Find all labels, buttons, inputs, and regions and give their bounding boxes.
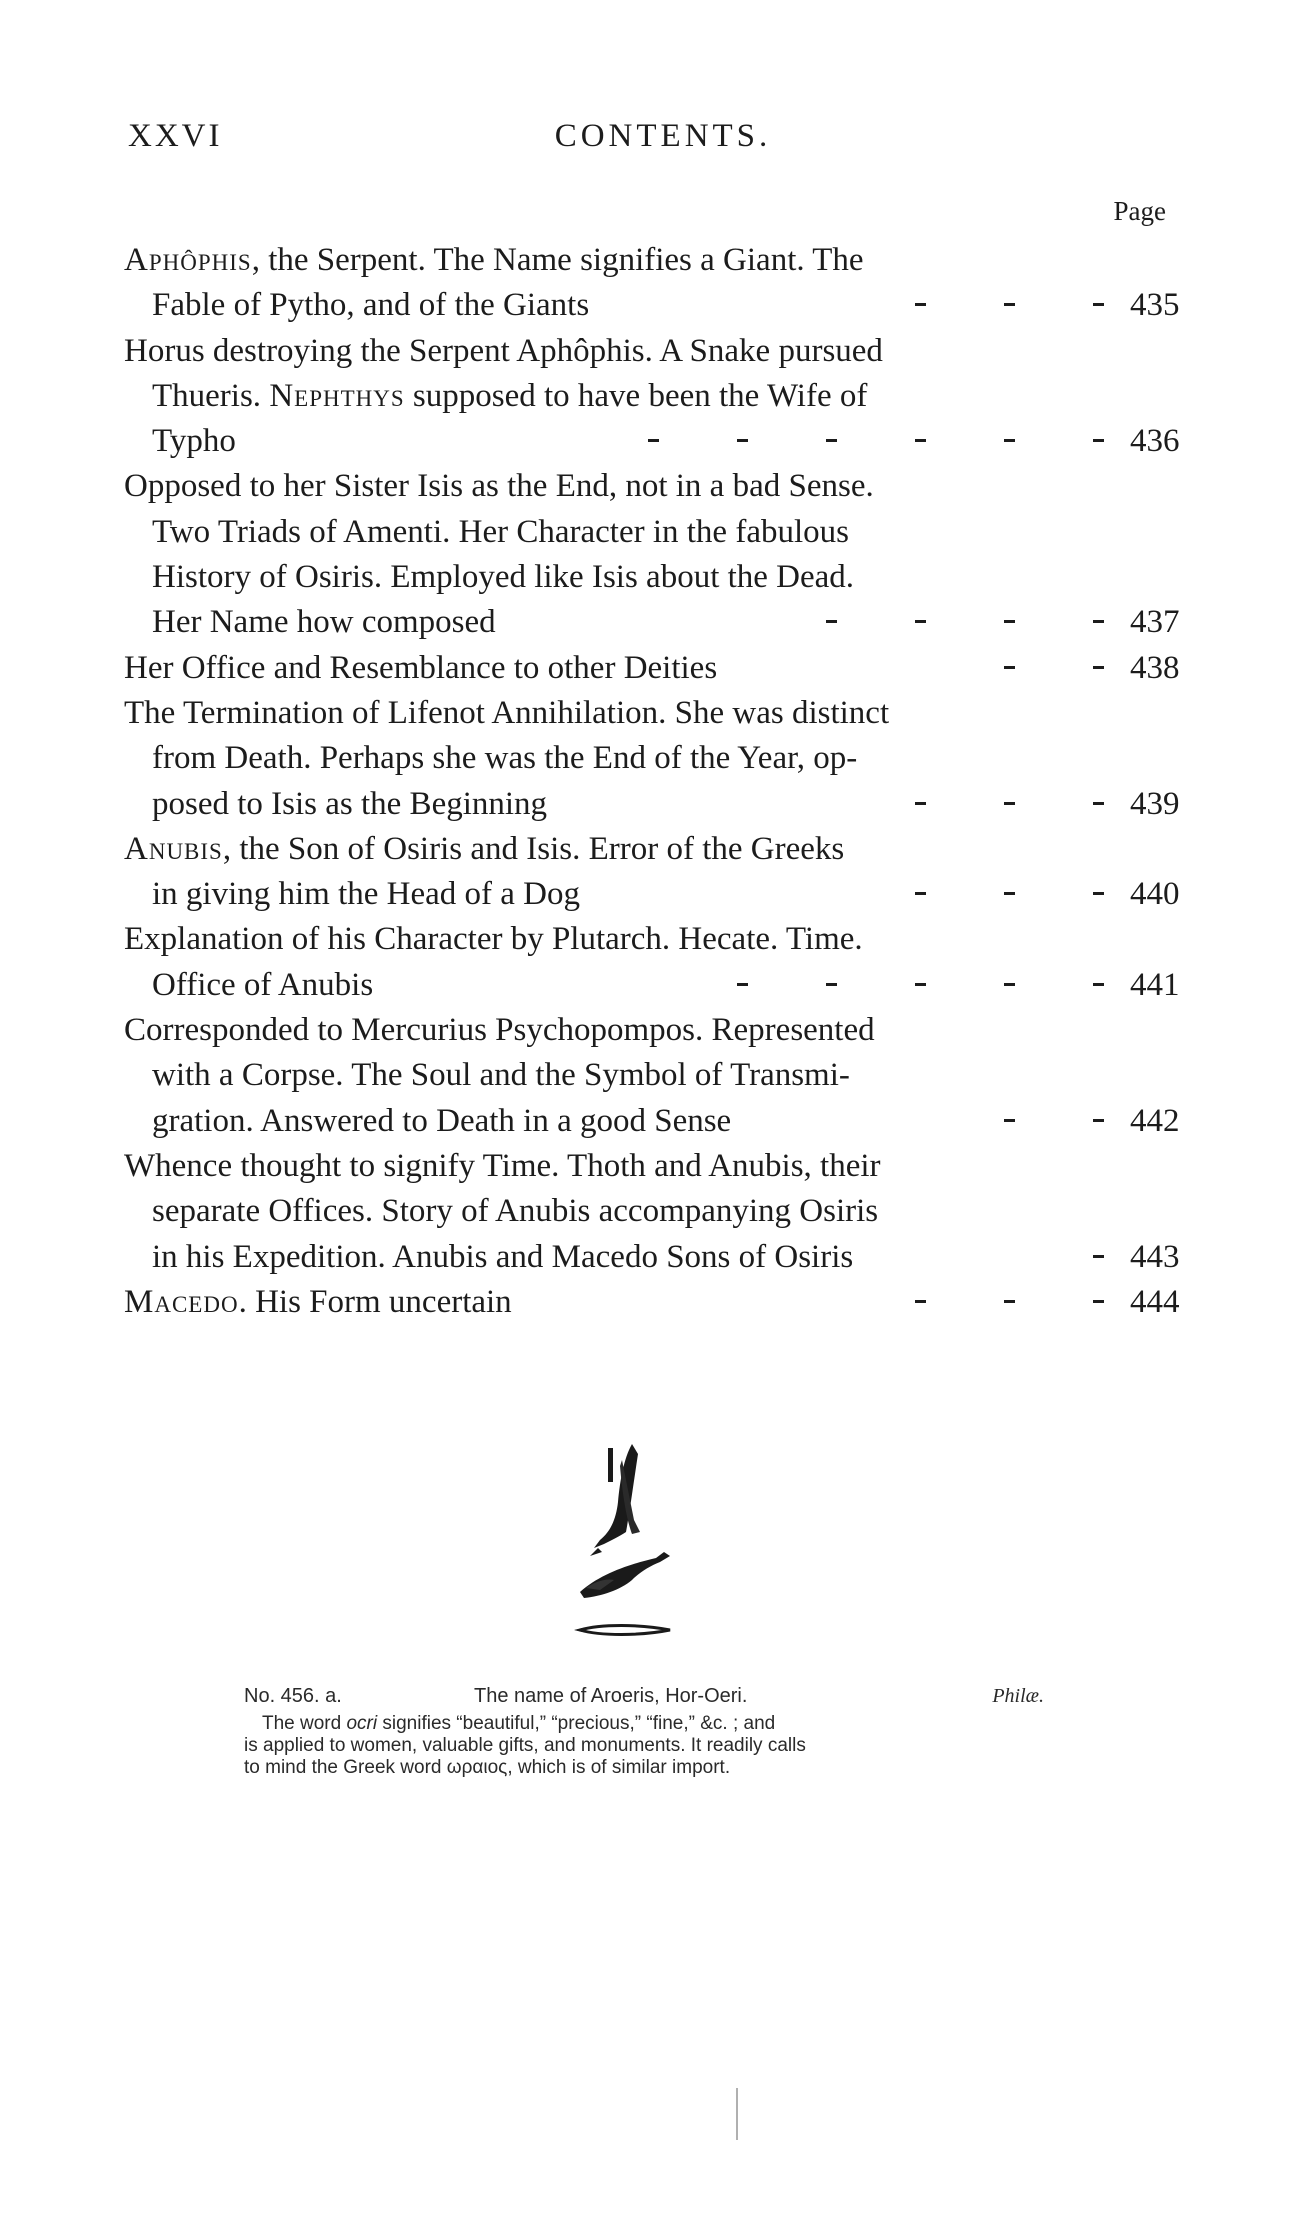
running-head [128, 118, 1168, 158]
toc-entry-line: separate Offices. Story of Anubis accompanying Osiris [152, 1193, 879, 1230]
toc-page-number: 436 [1130, 423, 1180, 460]
leader-dashes [496, 629, 1130, 632]
toc-entry-first-line: Explanation of his Character by Plutarch. Hecate. Time. [124, 921, 863, 958]
toc-entry [124, 1144, 1180, 1280]
toc-entry [124, 1008, 1180, 1144]
toc-page-number: 442 [1130, 1102, 1180, 1139]
toc-entry-text: Office of Anubis [152, 966, 374, 1003]
toc-entry [124, 646, 1180, 691]
aroeris-hieroglyph-image [560, 1440, 700, 1670]
table-of-contents [124, 238, 1180, 1325]
toc-entry-first-line: Opposed to her Sister Isis as the End, not in a bad Sense. [124, 468, 874, 505]
leader-dashes [589, 312, 1130, 315]
page-column-label: Page [1113, 196, 1166, 226]
toc-entry-text: Her Office and Resemblance to other Deities [124, 649, 718, 686]
toc-entry [124, 1280, 1180, 1325]
toc-entry [124, 238, 1180, 329]
toc-entry [124, 691, 1180, 827]
toc-entry-last-line [124, 1280, 1180, 1325]
leader-dashes [236, 448, 1130, 451]
toc-entry-last-line [124, 283, 1180, 328]
margin-mark [736, 2088, 738, 2140]
toc-entry-last-line [124, 600, 1180, 645]
toc-entry [124, 917, 1180, 1008]
toc-entry [124, 827, 1180, 918]
toc-entry-last-line [124, 1235, 1180, 1280]
toc-page-number: 443 [1130, 1238, 1180, 1275]
toc-entry-first-line: Whence thought to signify Time. Thoth and Anubis, their [124, 1147, 881, 1184]
leader-dashes [547, 811, 1130, 814]
toc-entry-text: Macedo. His Form uncertain [124, 1283, 512, 1320]
toc-entry [124, 329, 1180, 465]
caption-title: The name of Aroeris, Hor-Oeri. [474, 1685, 748, 1707]
toc-entry-last-line [124, 419, 1180, 464]
toc-entry-line: History of Osiris. Employed like Isis about the Dead. [152, 559, 855, 596]
leader-dashes [731, 1128, 1130, 1131]
toc-entry-first-line: Aphôphis, the Serpent. The Name signifies a Giant. The [124, 242, 864, 278]
toc-entry-last-line [124, 963, 1180, 1008]
toc-entry [124, 464, 1180, 645]
leader-dashes [580, 901, 1130, 904]
toc-entry-text: posed to Isis as the Beginning [152, 785, 548, 822]
toc-entry-line: from Death. Perhaps she was the End of the Year, op- [152, 740, 858, 777]
toc-page-number: 444 [1130, 1283, 1180, 1320]
caption-location: Philæ. [992, 1685, 1044, 1707]
leader-dashes [853, 1264, 1130, 1267]
toc-page-number: 435 [1130, 287, 1180, 324]
toc-page-number: 440 [1130, 876, 1180, 913]
toc-entry-last-line [124, 646, 1180, 691]
caption-line: to mind the Greek word ωραιος, which is of similar import. [244, 1757, 731, 1778]
toc-entry-text: in his Expedition. Anubis and Macedo Sons of Osiris [152, 1238, 854, 1275]
toc-entry-first-line: The Termination of Lifenot Annihilation. She was distinct [124, 694, 890, 731]
figure-caption [244, 1685, 1044, 1779]
toc-page-number: 441 [1130, 966, 1180, 1003]
leader-dashes [512, 1309, 1130, 1312]
caption-number: No. 456. a. [244, 1685, 342, 1707]
toc-entry-text: Fable of Pytho, and of the Giants [152, 287, 590, 324]
toc-entry-text: gration. Answered to Death in a good Sense [152, 1102, 732, 1139]
page-number: XXVI [128, 118, 223, 154]
toc-entry-last-line [124, 782, 1180, 827]
toc-entry-text: in giving him the Head of a Dog [152, 876, 581, 913]
leader-dashes [717, 675, 1130, 678]
toc-entry-first-line: Corresponded to Mercurius Psychopompos. Represented [124, 1012, 875, 1049]
toc-entry-line: Thueris. Nephthys supposed to have been the Wife of [152, 377, 868, 414]
toc-entry-last-line [124, 1099, 1180, 1144]
leader-dashes [373, 992, 1130, 995]
toc-entry-text: Her Name how composed [152, 604, 496, 641]
toc-entry-text: Typho [152, 423, 236, 460]
toc-entry-line: Two Triads of Amenti. Her Character in the fabulous [152, 513, 849, 550]
toc-page-number: 438 [1130, 649, 1180, 686]
toc-page-number: 437 [1130, 604, 1180, 641]
caption-line: is applied to women, valuable gifts, and monuments. It readily calls [244, 1735, 806, 1756]
toc-entry-last-line [124, 872, 1180, 917]
toc-entry-first-line: Horus destroying the Serpent Aphôphis. A Snake pursued [124, 332, 883, 369]
caption-body [244, 1713, 1044, 1779]
toc-entry-line: with a Corpse. The Soul and the Symbol of Transmi- [152, 1057, 850, 1094]
toc-entry-first-line: Anubis, the Son of Osiris and Isis. Error of the Greeks [124, 830, 845, 867]
toc-page-number: 439 [1130, 785, 1180, 822]
page-title: CONTENTS. [554, 118, 772, 154]
caption-line: The word ocri signifies “beautiful,” “precious,” “fine,” &c. ; and [262, 1713, 776, 1734]
